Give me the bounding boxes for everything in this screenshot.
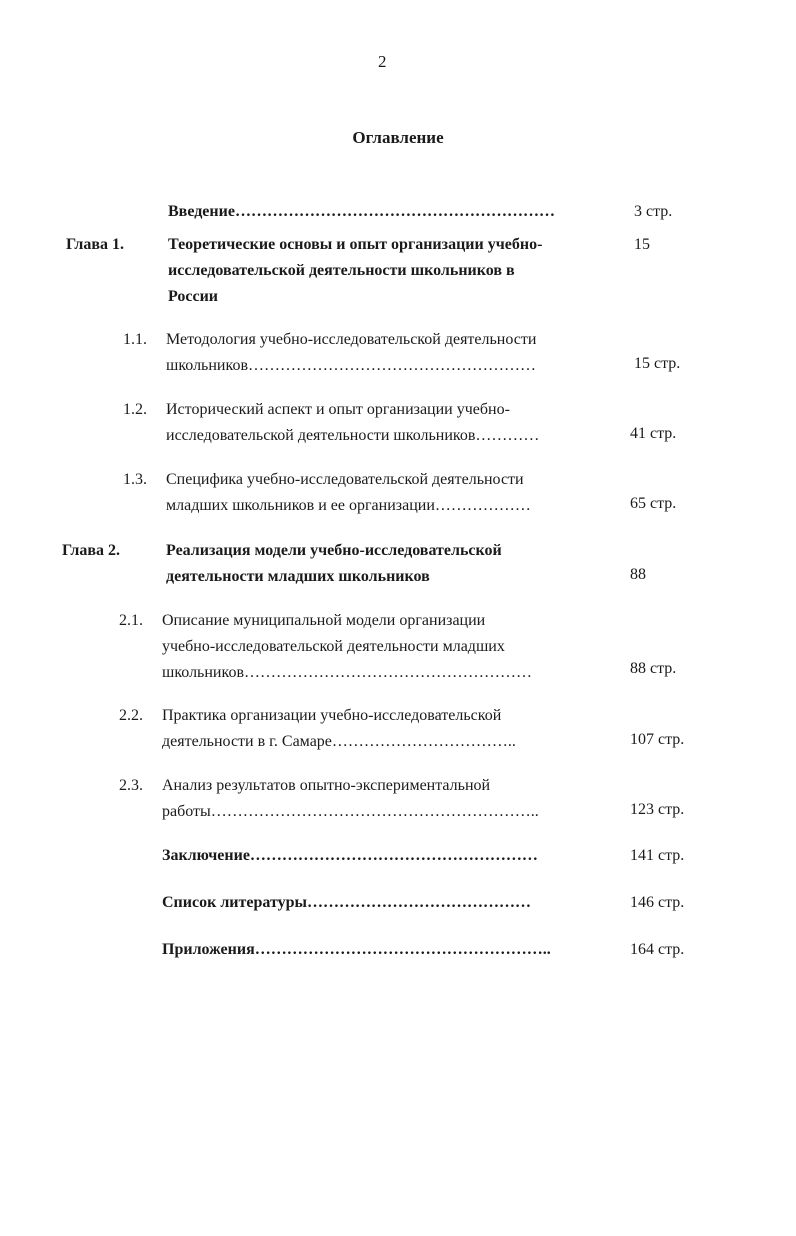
chapter-1-page: 15 (634, 236, 650, 253)
section-1-3-title (166, 467, 531, 519)
section-2-2-title (162, 703, 516, 755)
section-1-1-number: 1.1. (123, 331, 147, 348)
section-1-3-number: 1.3. (123, 471, 147, 488)
toc-intro (168, 199, 555, 225)
chapter-2-title (166, 538, 502, 590)
section-2-1-title (162, 608, 532, 686)
toc-intro-leader: …………………………………………………… (234, 203, 555, 220)
section-line: Описание муниципальной модели организации (162, 612, 486, 629)
section-1-2-page: 41 стр. (630, 425, 677, 442)
toc-conclusion (162, 843, 538, 869)
toc-conclusion-title: Заключение (162, 847, 250, 864)
section-1-2-number: 1.2. (123, 401, 147, 418)
section-line: работы…………………………………………………….. (162, 803, 539, 820)
section-1-1-title (166, 327, 536, 379)
section-line: Анализ результатов опытно-экспериментальной (162, 777, 491, 794)
section-2-3-title (162, 773, 539, 825)
page-number: 2 (378, 52, 387, 71)
section-line: младших школьников и ее организации……………… (166, 497, 531, 514)
section-line: исследовательской деятельности школьников………… (166, 427, 540, 444)
section-line: учебно-исследовательской деятельности младших (162, 638, 505, 655)
toc-conclusion-page: 141 стр. (630, 847, 685, 864)
toc-appendices-leader: ……………………………………………….. (254, 941, 551, 958)
chapter-1-title-line: Теоретические основы и опыт организации учебно- (168, 236, 543, 253)
section-line: Исторический аспект и опыт организации учебно- (166, 401, 510, 418)
toc-references-title: Список литературы (162, 894, 307, 911)
section-2-1-number: 2.1. (119, 612, 143, 629)
section-1-1-page: 15 стр. (634, 355, 681, 372)
toc-intro-title: Введение (168, 203, 235, 220)
section-line: Специфика учебно-исследовательской деятельности (166, 471, 524, 488)
toc-appendices (162, 937, 551, 963)
toc-references-leader: …………………………………… (307, 894, 531, 911)
section-2-2-page: 107 стр. (630, 731, 685, 748)
section-2-1-page: 88 стр. (630, 660, 677, 677)
section-line: школьников……………………………………………… (166, 357, 536, 374)
page-title: Оглавление (352, 128, 444, 147)
section-line: Методология учебно-исследовательской деятельности (166, 331, 537, 348)
section-2-2-number: 2.2. (119, 707, 143, 724)
toc-appendices-title: Приложения (162, 941, 255, 958)
chapter-1-title-line: исследовательской деятельности школьников в (168, 262, 515, 279)
chapter-2-label: Глава 2. (62, 542, 120, 559)
chapter-2-title-line: деятельности младших школьников (166, 568, 430, 585)
section-line: деятельности в г. Самаре…………………………….. (162, 733, 516, 750)
section-2-3-number: 2.3. (119, 777, 143, 794)
toc-references (162, 890, 531, 916)
section-2-3-page: 123 стр. (630, 801, 685, 818)
chapter-1-title-line: России (168, 288, 219, 305)
toc-appendices-page: 164 стр. (630, 941, 685, 958)
chapter-1-title (168, 232, 542, 310)
section-line: школьников……………………………………………… (162, 664, 532, 681)
section-1-2-title (166, 397, 539, 449)
toc-intro-page: 3 стр. (634, 203, 673, 220)
chapter-1-label: Глава 1. (66, 236, 124, 253)
chapter-2-title-line: Реализация модели учебно-исследовательской (166, 542, 502, 559)
section-line: Практика организации учебно-исследовательской (162, 707, 502, 724)
chapter-2-page: 88 (630, 566, 646, 583)
toc-conclusion-leader: ……………………………………………… (249, 847, 538, 864)
section-1-3-page: 65 стр. (630, 495, 677, 512)
toc-references-page: 146 стр. (630, 894, 685, 911)
